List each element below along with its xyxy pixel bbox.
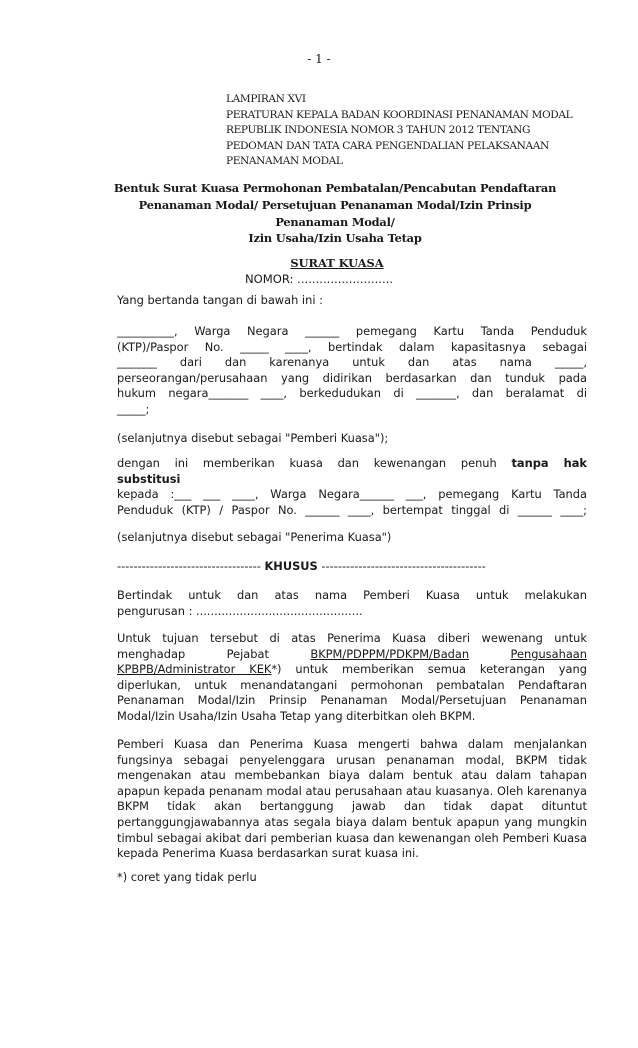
kuasa-paragraph <box>117 456 587 518</box>
paragraph-line: kepada :___ ___ ____, Warga Negara______ ___, pemegang Kartu Tanda <box>117 487 587 502</box>
paragraph-line: Penduduk (KTP) / Paspor No. ______ ____, bertempat tinggal di ______ ____; <box>117 502 587 517</box>
after-link-text: *) untuk memberikan semua keterangan yang <box>271 662 587 677</box>
paragraph-line <box>117 456 587 472</box>
tanpa-hak-text: tanpa hak <box>511 456 587 470</box>
pejabat-option-1: BKPM/PDPPM/PDKPM/Badan <box>310 646 470 661</box>
separator-right: ---------------------------------------- <box>321 559 486 573</box>
khusus-separator <box>117 559 587 575</box>
pejabat-text: Pejabat <box>226 646 269 661</box>
paragraph-line: Untuk tujuan tersebut di atas Penerima Kuasa diberi wewenang untuk <box>117 631 587 645</box>
lampiran-header <box>226 92 606 170</box>
page-number: - 1 - <box>307 52 331 66</box>
dengan-ini-text: dengan ini memberikan kuasa dan kewenangan penuh <box>117 456 497 470</box>
substitusi-text: substitusi <box>117 471 181 486</box>
paragraph-line: _______ dari dan karenanya untuk dan atas nama _____, <box>117 355 587 370</box>
paragraph-line: (KTP)/Paspor No. _____ ____, bertindak dalam kapasitasnya sebagai <box>117 339 587 354</box>
pemberi-penerima-paragraph: Pemberi Kuasa dan Penerima Kuasa mengerti bahwa dalam menjalankan fungsinya sebagai penyelenggara urusan penanaman modal, BKPM tidak mengenakan atau membebankan biaya dalam bentuk atau dalam tahapan apapun kepada penanam modal atau perusahaan atau kuasanya. Oleh karenanya BKPM tidak akan bertanggung jawab dan tidak dapat dituntut pertanggungjawabannya atas segala biaya dalam bentuk apapun yang mungkin timbul sebagai akibat dari pemberian kuasa dan kewenangan oleh Pemberi Kuasa kepada Penerima Kuasa berdasarkan surat kuasa ini. <box>117 737 587 861</box>
paragraph-line: pengurusan : .............................................. <box>117 603 363 618</box>
paragraph-line <box>117 662 587 678</box>
party-paragraph <box>117 324 587 418</box>
title-line: Bentuk Surat Kuasa Permohonan Pembatalan/Pencabutan Pendaftaran <box>113 181 557 195</box>
paragraph-line: perseorangan/perusahaan yang didirikan berdasarkan dan tunduk pada <box>117 370 587 385</box>
khusus-label: KHUSUS <box>264 559 318 573</box>
pejabat-option-2: Pengusahaan <box>510 646 587 661</box>
title-line: Izin Usaha/Izin Usaha Tetap <box>248 231 422 246</box>
title-line: Penanaman Modal/ Persetujuan Penanaman Modal/Izin Prinsip <box>138 197 532 212</box>
paragraph-line: Bertindak untuk dan atas nama Pemberi Kuasa untuk melakukan <box>117 588 587 602</box>
pemberi-kuasa-note: (selanjutnya disebut sebagai "Pemberi Kuasa"); <box>117 431 389 445</box>
penerima-kuasa-note: (selanjutnya disebut sebagai "Penerima Kuasa") <box>117 530 392 544</box>
tujuan-paragraph <box>117 631 587 725</box>
lampiran-line: PENANAMAN MODAL <box>226 155 343 168</box>
title-line: Penanaman Modal/ <box>275 214 395 229</box>
separator-left: ----------------------------------- <box>117 559 261 573</box>
paragraph-line: _____; <box>117 401 150 416</box>
document-title <box>100 180 570 247</box>
paragraph-line <box>117 647 587 663</box>
paragraph-line: __________, Warga Negara ______ pemegang Kartu Tanda Penduduk <box>117 324 587 338</box>
pejabat-option-3: KPBPB/Administrator KEK <box>117 662 272 677</box>
surat-kuasa-heading <box>0 252 638 286</box>
paragraph-line: hukum negara_______ ____, berkedudukan di _______, dan beralamat di <box>117 386 587 401</box>
nomor-line: NOMOR: .......................... <box>244 272 394 286</box>
tujuan-rest: diperlukan, untuk menandatangani permohonan pembatalan Pendaftaran Penanaman Modal/Izin Prinsip Penanaman Modal/Persetujuan Penanaman Modal/Izin Usaha/Izin Usaha Tetap yang diterbitkan oleh BKPM. <box>117 677 587 723</box>
menghadap-text: menghadap <box>117 646 186 661</box>
lampiran-line: PEDOMAN DAN TATA CARA PENGENDALIAN PELAKSANAAN <box>226 139 549 152</box>
bertindak-paragraph <box>117 588 587 619</box>
lampiran-line: REPUBLIK INDONESIA NOMOR 3 TAHUN 2012 TENTANG <box>226 124 531 137</box>
lampiran-line: PERATURAN KEPALA BADAN KOORDINASI PENANAMAN MODAL <box>226 108 573 121</box>
footnote: *) coret yang tidak perlu <box>117 870 257 884</box>
lampiran-line: LAMPIRAN XVI <box>226 93 306 105</box>
surat-kuasa-title: SURAT KUASA <box>290 256 384 270</box>
intro-text: Yang bertanda tangan di bawah ini : <box>117 293 323 307</box>
